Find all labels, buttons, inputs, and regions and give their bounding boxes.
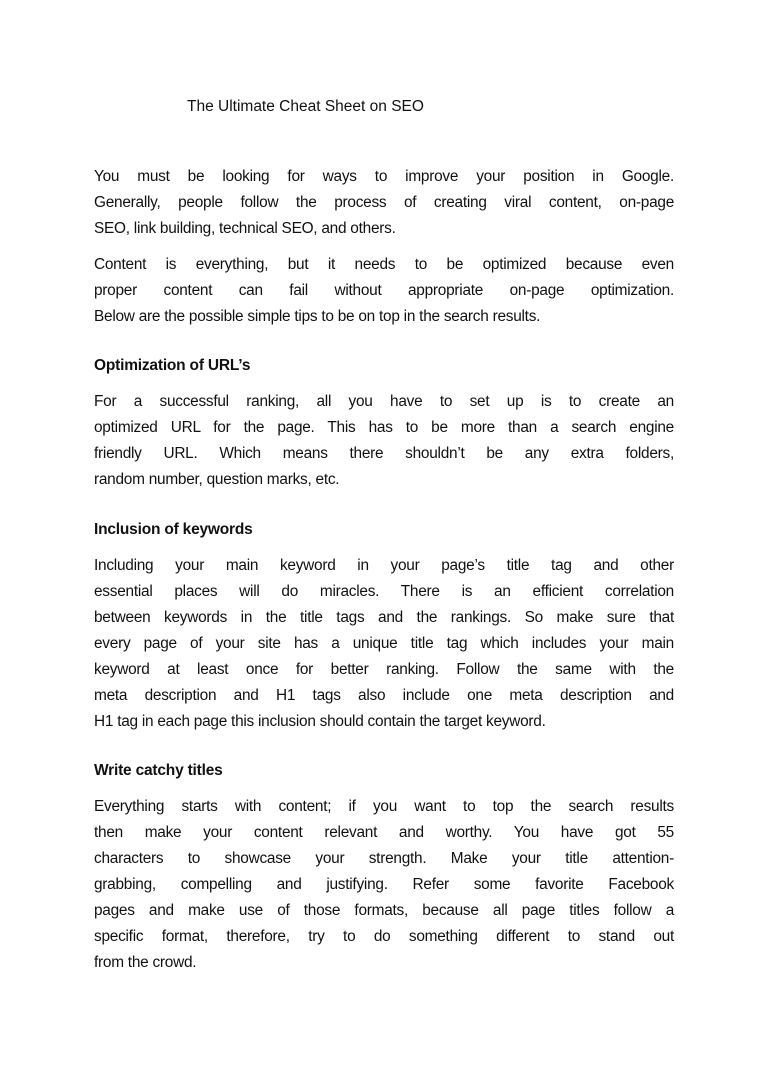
paragraph-intro [94, 164, 674, 242]
text-line: random number, question marks, etc. [94, 471, 340, 488]
text-line: Below are the possible simple tips to be on top in the search results. [94, 308, 541, 325]
text-line: meta description and H1 tags also include one meta description and [94, 687, 674, 704]
heading-url-optimization: Optimization of URL’s [94, 357, 251, 374]
text-line: friendly URL. Which means there shouldn’t be any extra folders, [94, 445, 674, 462]
text-line: SEO, link building, technical SEO, and others. [94, 220, 396, 237]
text-line: pages and make use of those formats, because all page titles follow a [94, 902, 674, 919]
text-line: grabbing, compelling and justifying. Refer some favorite Facebook [94, 876, 674, 893]
paragraph-url-optimization [94, 389, 674, 493]
text-line: Content is everything, but it needs to be optimized because even [94, 256, 674, 273]
text-line: every page of your site has a unique title tag which includes your main [94, 635, 674, 652]
paragraph-content [94, 252, 674, 330]
text-line: essential places will do miracles. There is an efficient correlation [94, 583, 674, 600]
text-line: characters to showcase your strength. Make your title attention- [94, 850, 674, 867]
text-line: You must be looking for ways to improve your position in Google. [94, 168, 674, 185]
text-line: keyword at least once for better ranking. Follow the same with the [94, 661, 674, 678]
heading-catchy-titles: Write catchy titles [94, 762, 223, 779]
paragraph-keywords [94, 553, 674, 735]
text-line: For a successful ranking, all you have to set up is to create an [94, 393, 674, 410]
text-line: proper content can fail without appropriate on-page optimization. [94, 282, 674, 299]
heading-keywords: Inclusion of keywords [94, 521, 253, 538]
text-line: H1 tag in each page this inclusion should contain the target keyword. [94, 713, 546, 730]
paragraph-catchy-titles [94, 794, 674, 976]
text-line: Generally, people follow the process of creating viral content, on-page [94, 194, 674, 211]
text-line: Everything starts with content; if you want to top the search results [94, 798, 674, 815]
text-line: optimized URL for the page. This has to be more than a search engine [94, 419, 674, 436]
text-line: between keywords in the title tags and the rankings. So make sure that [94, 609, 674, 626]
text-line: specific format, therefore, try to do something different to stand out [94, 928, 674, 945]
document-title: The Ultimate Cheat Sheet on SEO [187, 98, 424, 115]
text-line: Including your main keyword in your page’s title tag and other [94, 557, 674, 574]
text-line: then make your content relevant and worthy. You have got 55 [94, 824, 674, 841]
text-line: from the crowd. [94, 954, 197, 971]
